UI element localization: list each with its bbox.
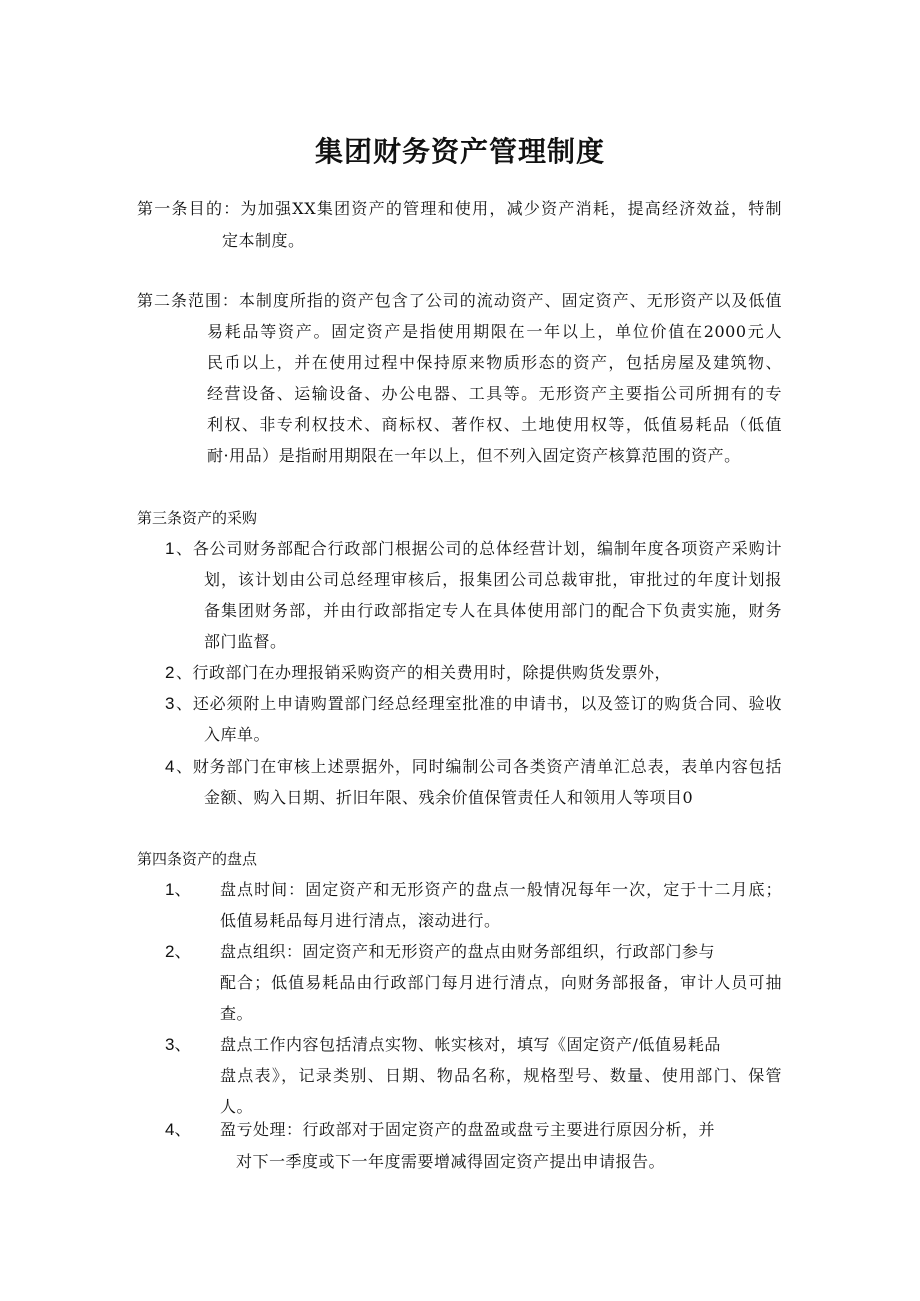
art3-item4-number: 4 <box>165 757 175 776</box>
art3-item2-number: 2 <box>165 663 175 682</box>
art2-line-4: 经营设备、运输设备、办公电器、工具等。无形资产主要指公司所拥有的专 <box>207 384 782 403</box>
art1-line-1: 第一条目的：为加强XX集团资产的管理和使用，减少资产消耗，提高经济效益，特制 <box>137 199 782 218</box>
art4-item4-line-2: 对下一季度或下一年度需要增减得固定资产提出申请报告。 <box>236 1152 666 1171</box>
art4-item2-number: 2、 <box>165 942 192 961</box>
art3-item4-line-2: 金额、购入日期、折旧年限、残余价值保管责任人和领用人等项目0 <box>204 788 694 807</box>
art3-item3-number: 3 <box>165 694 175 713</box>
art4-item3-line-2: 盘点表》，记录类别、日期、物品名称，规格型号、数量、使用部门、保管 <box>220 1066 782 1085</box>
art4-item2-line-2: 配合；低值易耗品由行政部门每月进行清点，向财务部报备，审计人员可抽 <box>220 973 782 992</box>
art3-heading: 第三条资产的采购 <box>137 509 258 527</box>
art2-line-6: 耐·用品）是指耐用期限在一年以上，但不列入固定资产核算范围的资产。 <box>207 446 741 465</box>
art3-item2-line-1: 、行政部门在办理报销采购资产的相关费用时，除提供购货发票外， <box>176 663 672 682</box>
art3-item1-line-1: 、各公司财务部配合行政部门根据公司的总体经营计划，编制年度各项资产采购计 <box>176 539 782 558</box>
art4-item4-number: 4、 <box>165 1120 192 1139</box>
art2-line-3: 民币以上，并在使用过程中保持原来物质形态的资产，包括房屋及建筑物、 <box>207 353 782 372</box>
art1-line-2: 定本制度。 <box>222 231 305 250</box>
art3-item1-number: 1 <box>165 539 175 558</box>
art2-line-5: 利权、非专利权技术、商标权、著作权、土地使用权等，低值易耗品（低值 <box>207 415 782 434</box>
art4-item3-line-1: 盘点工作内容包括清点实物、帐实核对，填写《固定资产/低值易耗品 <box>220 1035 721 1054</box>
art2-line-2: 易耗品等资产。固定资产是指使用期限在一年以上，单位价值在2000元人 <box>207 322 782 341</box>
art4-item1-number: 1、 <box>165 880 192 899</box>
doc-title: 集团财务资产管理制度 <box>314 135 605 168</box>
art3-item3-line-2: 入库单。 <box>204 725 271 744</box>
art4-item3-number: 3、 <box>165 1035 192 1054</box>
art3-item1-line-2: 划，该计划由公司总经理审核后，报集团公司总裁审批，审批过的年度计划报 <box>204 570 782 589</box>
art4-heading: 第四条资产的盘点 <box>137 850 258 868</box>
art4-item2-line-3: 查。 <box>220 1004 254 1023</box>
art4-item3-line-3: 人。 <box>220 1097 254 1116</box>
art4-item1-line-2: 低值易耗品每月进行清点，滚动进行。 <box>220 911 501 930</box>
art3-item3-line-1: 、还必须附上申请购置部门经总经理室批准的申请书，以及签订的购货合同、验收 <box>176 694 782 713</box>
art4-item4-line-1: 盈亏处理：行政部对于固定资产的盘盈或盘亏主要进行原因分析，并 <box>220 1120 716 1139</box>
art4-item1-line-1: 盘点时间：固定资产和无形资产的盘点一般情况每年一次，定于十二月底； <box>220 880 782 899</box>
art2-line-1: 第二条范围：本制度所指的资产包含了公司的流动资产、固定资产、无形资产以及低值 <box>137 291 782 310</box>
art4-item2-line-1: 盘点组织：固定资产和无形资产的盘点由财务部组织，行政部门参与 <box>220 942 716 961</box>
art3-item1-line-3: 备集团财务部，并由行政部指定专人在具体使用部门的配合下负责实施，财务 <box>204 601 782 620</box>
art3-item1-line-4: 部门监督。 <box>204 632 287 651</box>
art3-item4-line-1: 、财务部门在审核上述票据外，同时编制公司各类资产清单汇总表，表单内容包括 <box>176 757 782 776</box>
